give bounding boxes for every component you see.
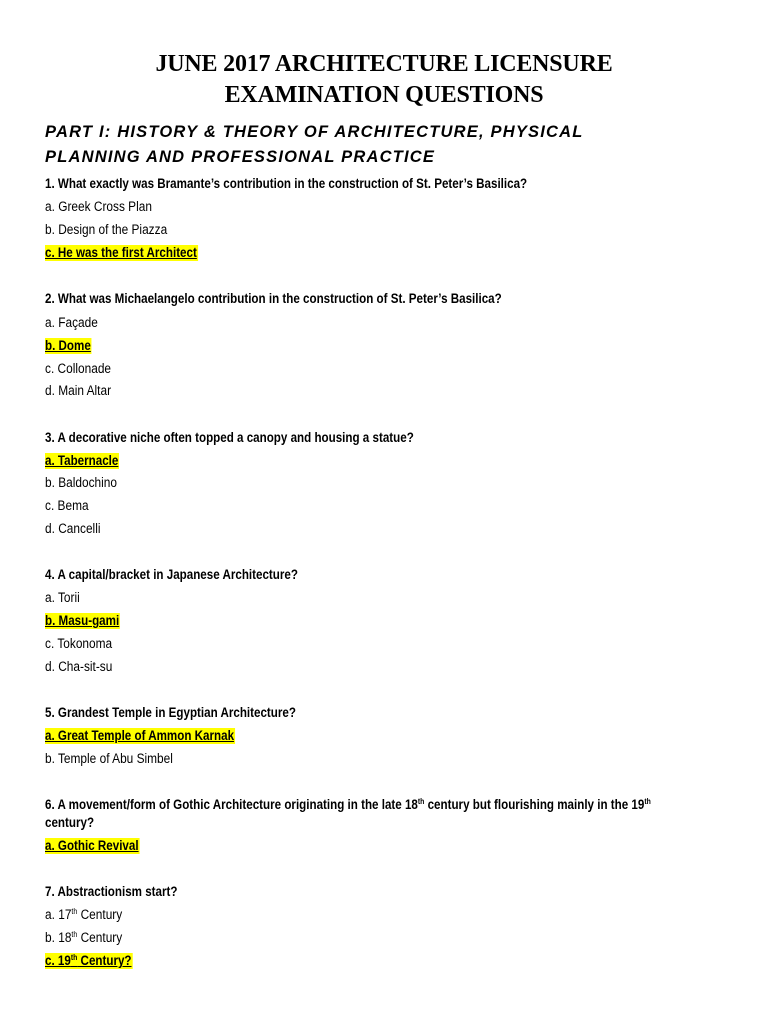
part-heading-line2: PLANNING AND PROFESSIONAL PRACTICE — [45, 148, 436, 166]
question-2-option-d: d. Main Altar — [45, 383, 112, 398]
question-7-option-a — [45, 906, 122, 924]
question-3-option-b: b. Baldochino — [45, 475, 117, 490]
question-1-answer — [45, 244, 198, 262]
question-4-option-d: d. Cha-sit-su — [45, 659, 113, 674]
question-7-option-b-sup: th — [71, 930, 78, 939]
question-7-option-c — [45, 953, 132, 969]
question-2-option-a: a. Façade — [45, 315, 98, 330]
question-5: 5. Grandest Temple in Egyptian Architecture? — [45, 705, 296, 720]
question-7-option-b-prefix: b. 18 — [45, 930, 72, 945]
question-7-option-a-prefix: a. 17 — [45, 907, 72, 922]
question-2-option-b: b. Dome — [45, 338, 91, 353]
question-3-option-a: a. Tabernacle — [45, 453, 119, 468]
question-6-line2: century? — [45, 815, 95, 830]
question-6-text-part2: century but flourishing mainly in the 19 — [424, 797, 645, 812]
question-3-answer — [45, 452, 119, 470]
question-4: 4. A capital/bracket in Japanese Architecture? — [45, 567, 298, 582]
question-6-option-a: a. Gothic Revival — [45, 838, 139, 853]
question-7-option-a-suffix: Century — [77, 907, 123, 922]
question-1: 1. What exactly was Bramante’s contribution in the construction of St. Peter’s Basilica? — [45, 176, 528, 191]
question-1-option-a: a. Greek Cross Plan — [45, 199, 152, 214]
question-6-sup1: th — [417, 797, 425, 806]
question-2-option-c: c. Collonade — [45, 361, 112, 376]
question-3-option-c: c. Bema — [45, 498, 89, 513]
document-title-line2: EXAMINATION QUESTIONS — [224, 82, 544, 108]
question-7-option-c-suffix: Century? — [77, 953, 132, 968]
question-7-answer — [45, 952, 132, 970]
question-2-answer — [45, 337, 92, 355]
part-heading-line1: PART I: HISTORY & THEORY OF ARCHITECTURE, PHYSICAL — [45, 123, 584, 141]
question-6-text-part1: 6. A movement/form of Gothic Architecture originating in the late 18 — [45, 797, 418, 812]
question-5-option-b: b. Temple of Abu Simbel — [45, 751, 173, 766]
question-5-option-a: a. Great Temple of Ammon Karnak — [45, 728, 235, 743]
question-7-option-c-sup: th — [70, 953, 78, 962]
question-7-option-b — [45, 929, 122, 947]
question-5-answer — [45, 727, 235, 745]
question-7: 7. Abstractionism start? — [45, 884, 178, 899]
question-1-option-c: c. He was the first Architect — [45, 245, 197, 260]
question-4-answer — [45, 612, 120, 630]
question-7-option-a-sup: th — [71, 907, 78, 916]
question-3: 3. A decorative niche often topped a canopy and housing a statue? — [45, 430, 414, 445]
question-7-option-b-suffix: Century — [77, 930, 123, 945]
question-1-option-b: b. Design of the Piazza — [45, 222, 168, 237]
question-6-sup2: th — [644, 797, 651, 806]
question-4-option-a: a. Torii — [45, 590, 80, 605]
question-4-option-b: b. Masu-gami — [45, 613, 120, 628]
question-6 — [45, 796, 651, 814]
question-2: 2. What was Michaelangelo contribution in the construction of St. Peter’s Basilica? — [45, 291, 502, 306]
question-6-answer — [45, 837, 139, 855]
document-title-line1: JUNE 2017 ARCHITECTURE LICENSURE — [155, 51, 613, 77]
question-7-option-c-prefix: c. 19 — [45, 953, 71, 968]
question-3-option-d: d. Cancelli — [45, 521, 101, 536]
question-4-option-c: c. Tokonoma — [45, 636, 113, 651]
